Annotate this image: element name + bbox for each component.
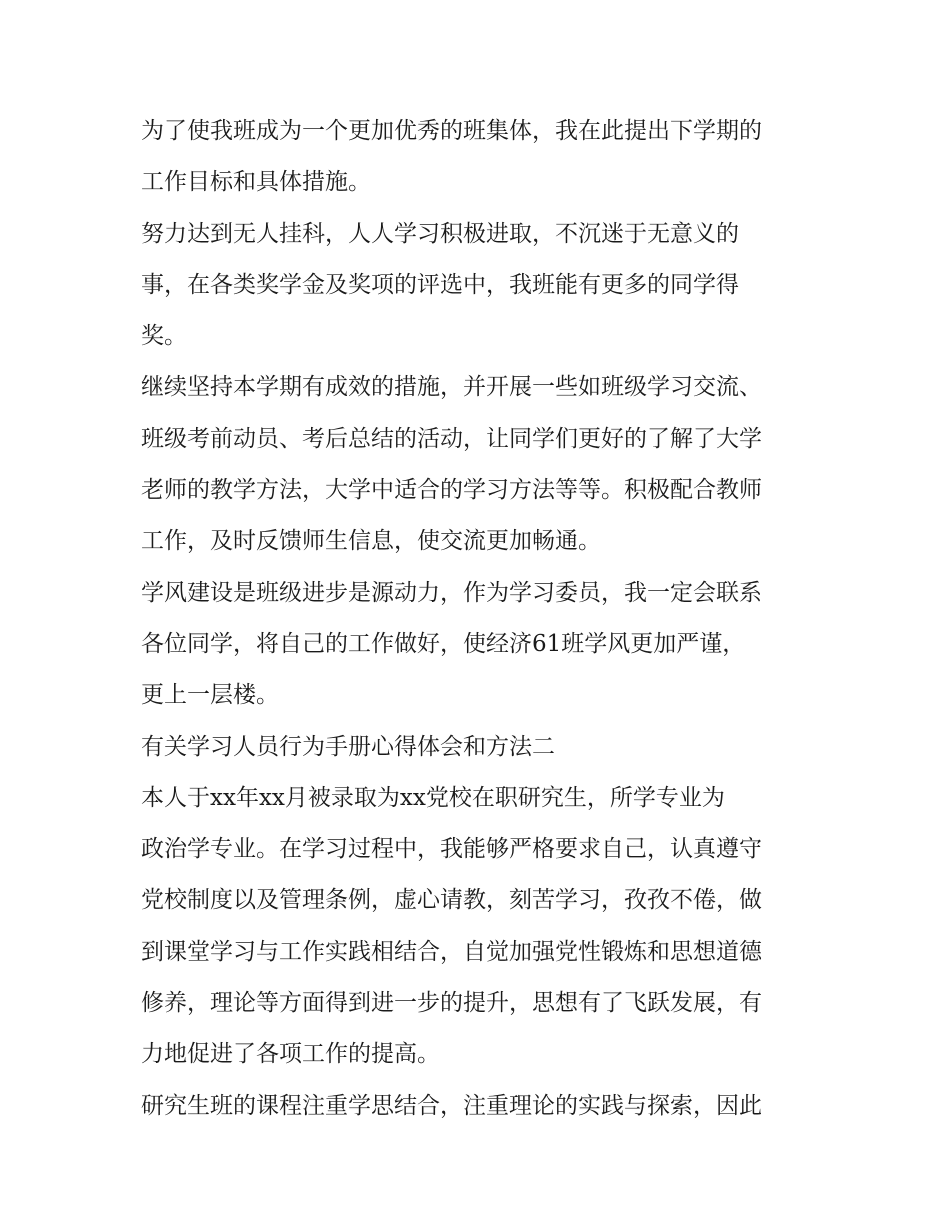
text-line: 到课堂学习与工作实践相结合，自觉加强党性锻炼和思想道德 xyxy=(141,938,762,965)
text-line: 修养，理论等方面得到进一步的提升，思想有了飞跃发展，有 xyxy=(141,990,762,1017)
text-line: 为了使我班成为一个更加优秀的班集体，我在此提出下学期的 xyxy=(141,118,762,144)
section-heading: 有关学习人员行为手册心得体会和方法二 xyxy=(141,733,555,760)
text-line: 党校制度以及管理条例，虚心请教，刻苦学习，孜孜不倦，做 xyxy=(141,887,762,914)
text-line: 奖。 xyxy=(141,323,187,350)
text-line: 本人于xx年xx月被录取为xx党校在职研究生，所学专业为 xyxy=(141,784,725,811)
text-line: 工作，及时反馈师生信息，使交流更加畅通。 xyxy=(141,528,601,555)
text-line: 研究生班的课程注重学思结合，注重理论的实践与探索，因此 xyxy=(141,1092,762,1119)
text-line: 力地促进了各项工作的提高。 xyxy=(141,1041,440,1068)
text-line: 工作目标和具体措施。 xyxy=(141,169,371,196)
text-line: 班级考前动员、考后总结的活动，让同学们更好的了解了大学 xyxy=(141,425,762,452)
text-line: 各位同学，将自己的工作做好，使经济61班学风更加严谨， xyxy=(141,630,746,657)
text-line: 继续坚持本学期有成效的措施，并开展一些如班级学习交流、 xyxy=(141,374,762,401)
text-line: 更上一层楼。 xyxy=(141,682,279,709)
text-line: 努力达到无人挂科，人人学习积极进取，不沉迷于无意义的 xyxy=(141,220,739,247)
text-line: 老师的教学方法，大学中适合的学习方法等等。积极配合教师 xyxy=(141,477,762,504)
document-body xyxy=(141,106,831,1132)
text-line: 政治学专业。在学习过程中，我能够严格要求自己，认真遵守 xyxy=(141,836,762,863)
text-line: 事，在各类奖学金及奖项的评选中，我班能有更多的同学得 xyxy=(141,271,739,298)
text-line: 学风建设是班级进步是源动力，作为学习委员，我一定会联系 xyxy=(141,579,762,606)
